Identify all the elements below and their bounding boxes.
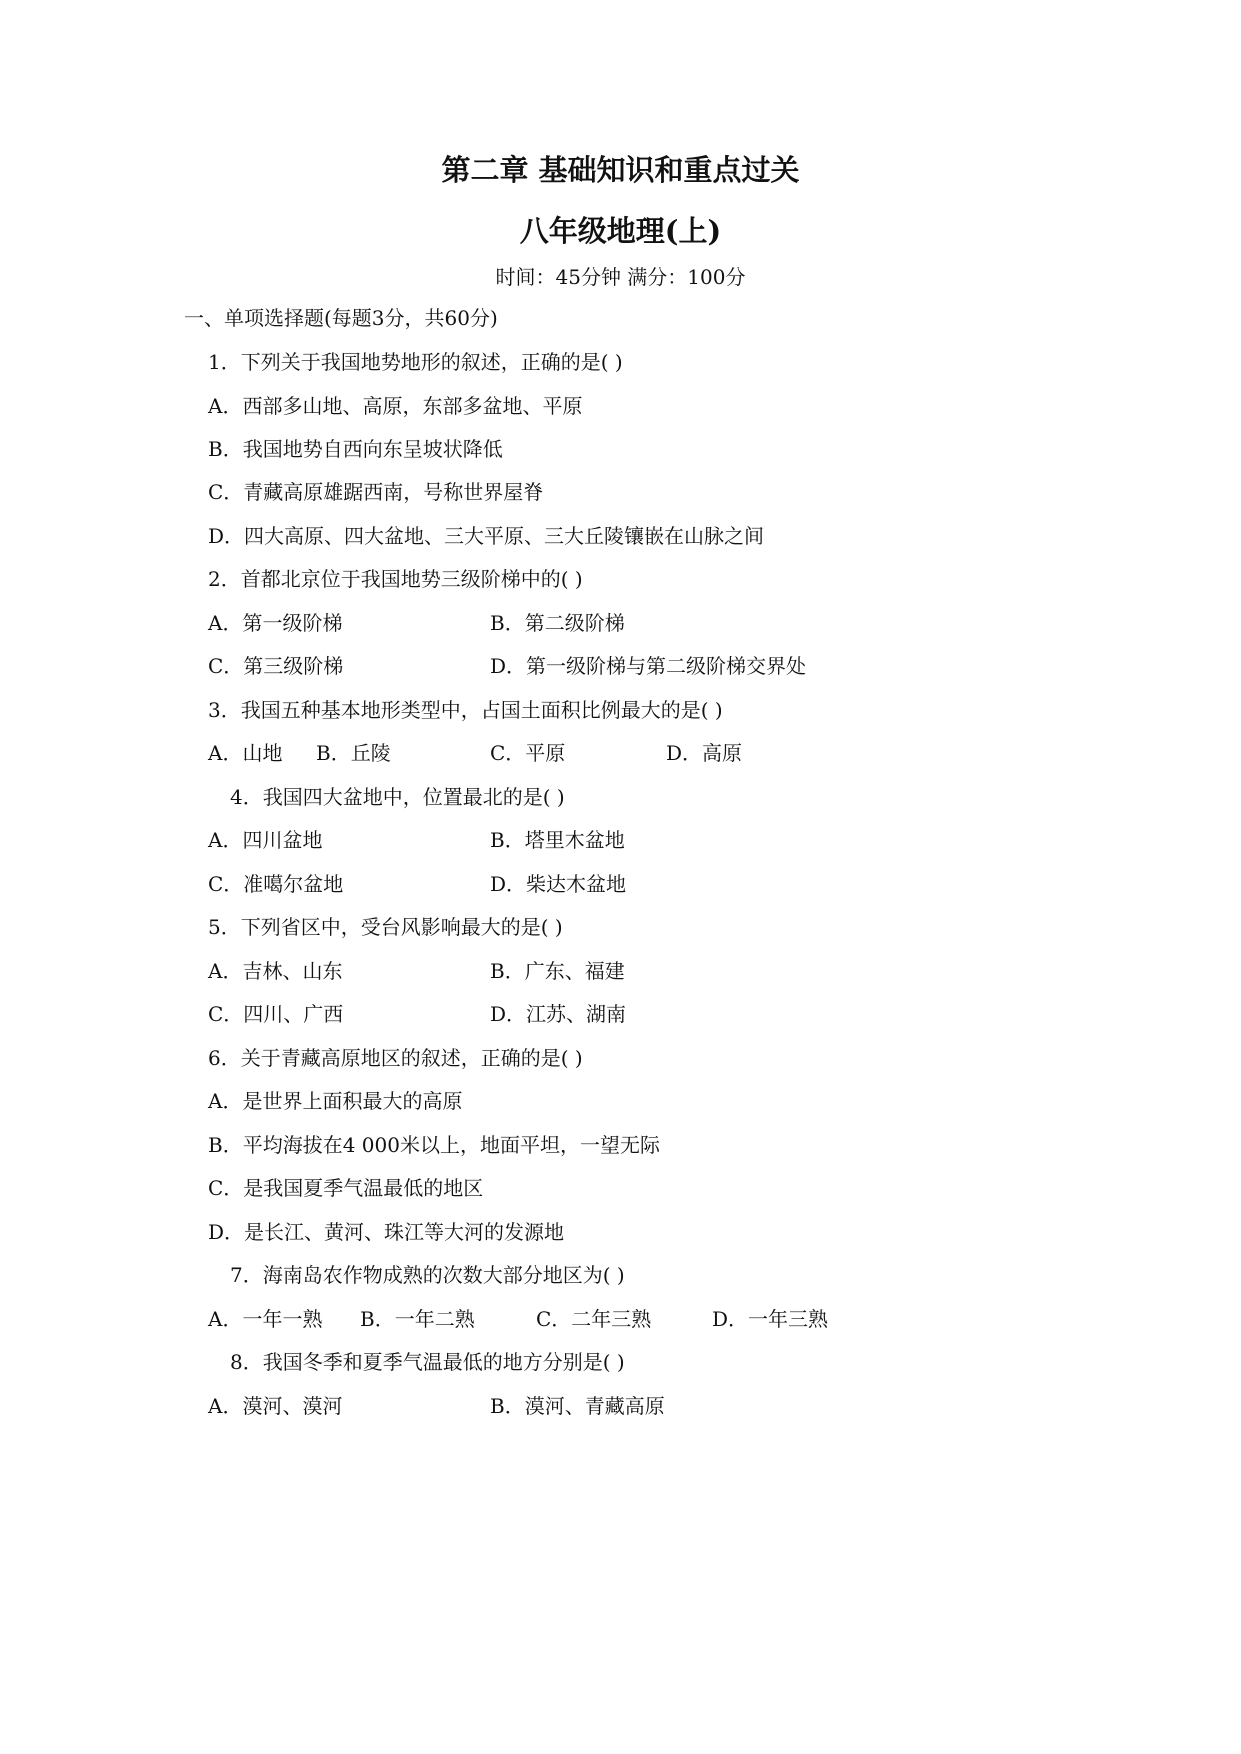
question-4-option-a: A．四川盆地 <box>208 828 323 852</box>
question-3-option-b: B．丘陵 <box>316 741 391 765</box>
question-6-option-b: B．平均海拔在4 000米以上，地面平坦，一望无际 <box>208 1133 660 1157</box>
question-2-stem: 2．首都北京位于我国地势三级阶梯中的( ) <box>208 567 583 591</box>
question-2-option-a: A．第一级阶梯 <box>208 611 343 635</box>
question-1-option-a: A．西部多山地、高原，东部多盆地、平原 <box>208 394 583 418</box>
question-5-option-c: C．四川、广西 <box>208 1002 344 1026</box>
question-5-option-d: D．江苏、湖南 <box>490 1002 627 1026</box>
question-1-option-c: C．青藏高原雄踞西南，号称世界屋脊 <box>208 480 544 504</box>
question-2-option-d: D．第一级阶梯与第二级阶梯交界处 <box>490 654 807 678</box>
question-3-option-a: A．山地 <box>208 741 283 765</box>
question-4-stem: 4．我国四大盆地中，位置最北的是( ) <box>230 785 565 809</box>
question-1-stem: 1．下列关于我国地势地形的叙述，正确的是( ) <box>208 350 623 374</box>
question-3-option-d: D．高原 <box>666 741 743 765</box>
question-4-option-d: D．柴达木盆地 <box>490 872 627 896</box>
question-2-option-b: B．第二级阶梯 <box>490 611 625 635</box>
question-5-option-a: A．吉林、山东 <box>208 959 343 983</box>
question-8-option-b: B．漠河、青藏高原 <box>490 1394 665 1418</box>
question-1-option-d: D．四大高原、四大盆地、三大平原、三大丘陵镶嵌在山脉之间 <box>208 524 765 548</box>
question-5-stem: 5．下列省区中，受台风影响最大的是( ) <box>208 915 563 939</box>
question-1-option-b: B．我国地势自西向东呈坡状降低 <box>208 437 503 461</box>
section-heading: 一、单项选择题(每题3分，共60分) <box>184 306 498 330</box>
question-8-option-a: A．漠河、漠河 <box>208 1394 343 1418</box>
page-subtitle: 八年级地理(上) <box>519 214 722 248</box>
question-6-option-d: D．是长江、黄河、珠江等大河的发源地 <box>208 1220 565 1244</box>
question-2-option-c: C．第三级阶梯 <box>208 654 344 678</box>
question-7-option-c: C．二年三熟 <box>536 1307 652 1331</box>
page-title: 第二章 基础知识和重点过关 <box>441 153 800 187</box>
question-3-option-c: C．平原 <box>490 741 566 765</box>
question-6-stem: 6．关于青藏高原地区的叙述，正确的是( ) <box>208 1046 583 1070</box>
question-6-option-c: C．是我国夏季气温最低的地区 <box>208 1176 484 1200</box>
question-5-option-b: B．广东、福建 <box>490 959 625 983</box>
question-7-stem: 7．海南岛农作物成熟的次数大部分地区为( ) <box>230 1263 625 1287</box>
question-4-option-b: B．塔里木盆地 <box>490 828 625 852</box>
question-8-stem: 8．我国冬季和夏季气温最低的地方分别是( ) <box>230 1350 625 1374</box>
question-7-option-b: B．一年二熟 <box>360 1307 475 1331</box>
question-3-stem: 3．我国五种基本地形类型中，占国土面积比例最大的是( ) <box>208 698 723 722</box>
exam-meta: 时间：45分钟 满分：100分 <box>495 265 746 289</box>
question-7-option-d: D．一年三熟 <box>712 1307 829 1331</box>
question-6-option-a: A．是世界上面积最大的高原 <box>208 1089 463 1113</box>
question-4-option-c: C．准噶尔盆地 <box>208 872 344 896</box>
question-7-option-a: A．一年一熟 <box>208 1307 323 1331</box>
